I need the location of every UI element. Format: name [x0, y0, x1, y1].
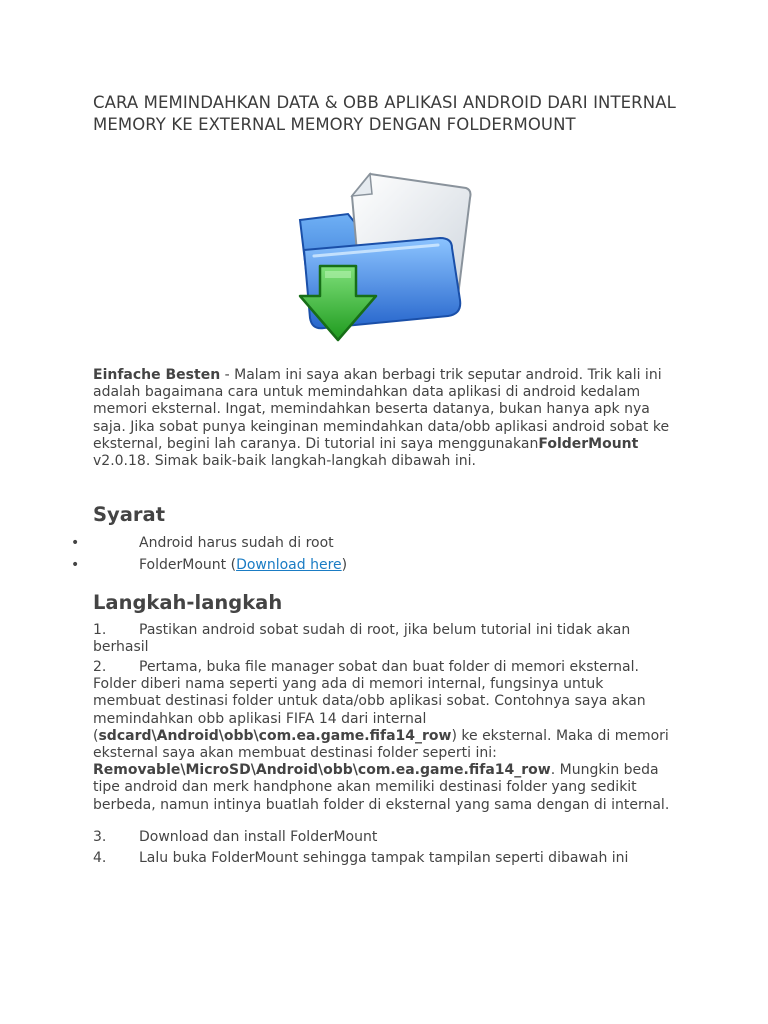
step-number: 1.	[93, 622, 107, 638]
syarat-heading: Syarat	[93, 503, 166, 526]
page-title: CARA MEMINDAHKAN DATA & OBB APLIKASI ANDROID DARI INTERNAL MEMORY KE EXTERNAL MEMORY DENGAN FOLDERMOUNT	[93, 93, 676, 134]
intro-text-2: v2.0.18. Simak baik-baik langkah-langkah dibawah ini.	[93, 453, 476, 470]
step-1	[93, 622, 673, 656]
download-here-link[interactable]: Download here	[236, 557, 342, 573]
langkah-heading: Langkah-langkah	[93, 591, 283, 614]
app-name: FolderMount	[538, 435, 639, 452]
internal-path: sdcard\Android\obb\com.ea.game.fifa14_row	[98, 727, 452, 744]
step-text: Download dan install FolderMount	[139, 829, 378, 845]
step-text: Pastikan android sobat sudah di root, jika belum tutorial ini tidak akan berhasil	[93, 622, 631, 656]
step-3	[93, 829, 673, 846]
intro-text-1: - Malam ini saya akan berbagi trik seputar android. Trik kali ini adalah bagaimana cara untuk memindahkan data aplikasi di android kedalam memori eksternal. Ingat, memindahkan beserta datanya, bukan hanya apk nya saja. Jika sobat punya keinginan memindahkan data/obb aplikasi android sobat ke eksternal, begini lah caranya. Di tutorial ini saya menggunakan	[93, 367, 670, 452]
intro-paragraph	[93, 367, 683, 470]
step-text-3: . Mungkin beda tipe android dan merk handphone akan memiliki destinasi folder yang sedikit berbeda, namun intinya buatlah folder di eksternal yang sama dengan di internal.	[93, 762, 670, 813]
external-path: Removable\MicroSD\Android\obb\com.ea.game.fifa14_row	[93, 762, 551, 779]
brand-name: Einfache Besten	[93, 367, 221, 383]
step-number: 4.	[93, 850, 107, 866]
step-number: 2.	[93, 659, 107, 675]
step-4	[93, 850, 673, 867]
bullet-icon: •	[71, 535, 80, 551]
step-number: 3.	[93, 829, 107, 845]
step-2	[93, 659, 673, 814]
step-text-2: ) ke eksternal. Maka di memori eksternal saya akan membuat destinasi folder seperti ini:	[93, 727, 669, 762]
step-text: Lalu buka FolderMount sehingga tampak tampilan seperti dibawah ini	[139, 850, 629, 866]
list-item-text: Android harus sudah di root	[139, 535, 334, 551]
step-text-1: Pertama, buka file manager sobat dan buat folder di memori eksternal. Folder diberi nama seperti yang ada di memori internal, fungsinya untuk membuat destinasi folder untuk data/obb aplikasi sobat. Contohnya saya akan memindahkan obb aplikasi FIFA 14 dari internal (	[93, 659, 646, 744]
list-item-text-before: FolderMount (	[139, 557, 237, 573]
list-item-text	[139, 556, 347, 574]
folder-with-download-arrow-icon	[290, 168, 476, 348]
list-item-text-after: )	[341, 557, 348, 573]
bullet-icon: •	[71, 557, 80, 573]
